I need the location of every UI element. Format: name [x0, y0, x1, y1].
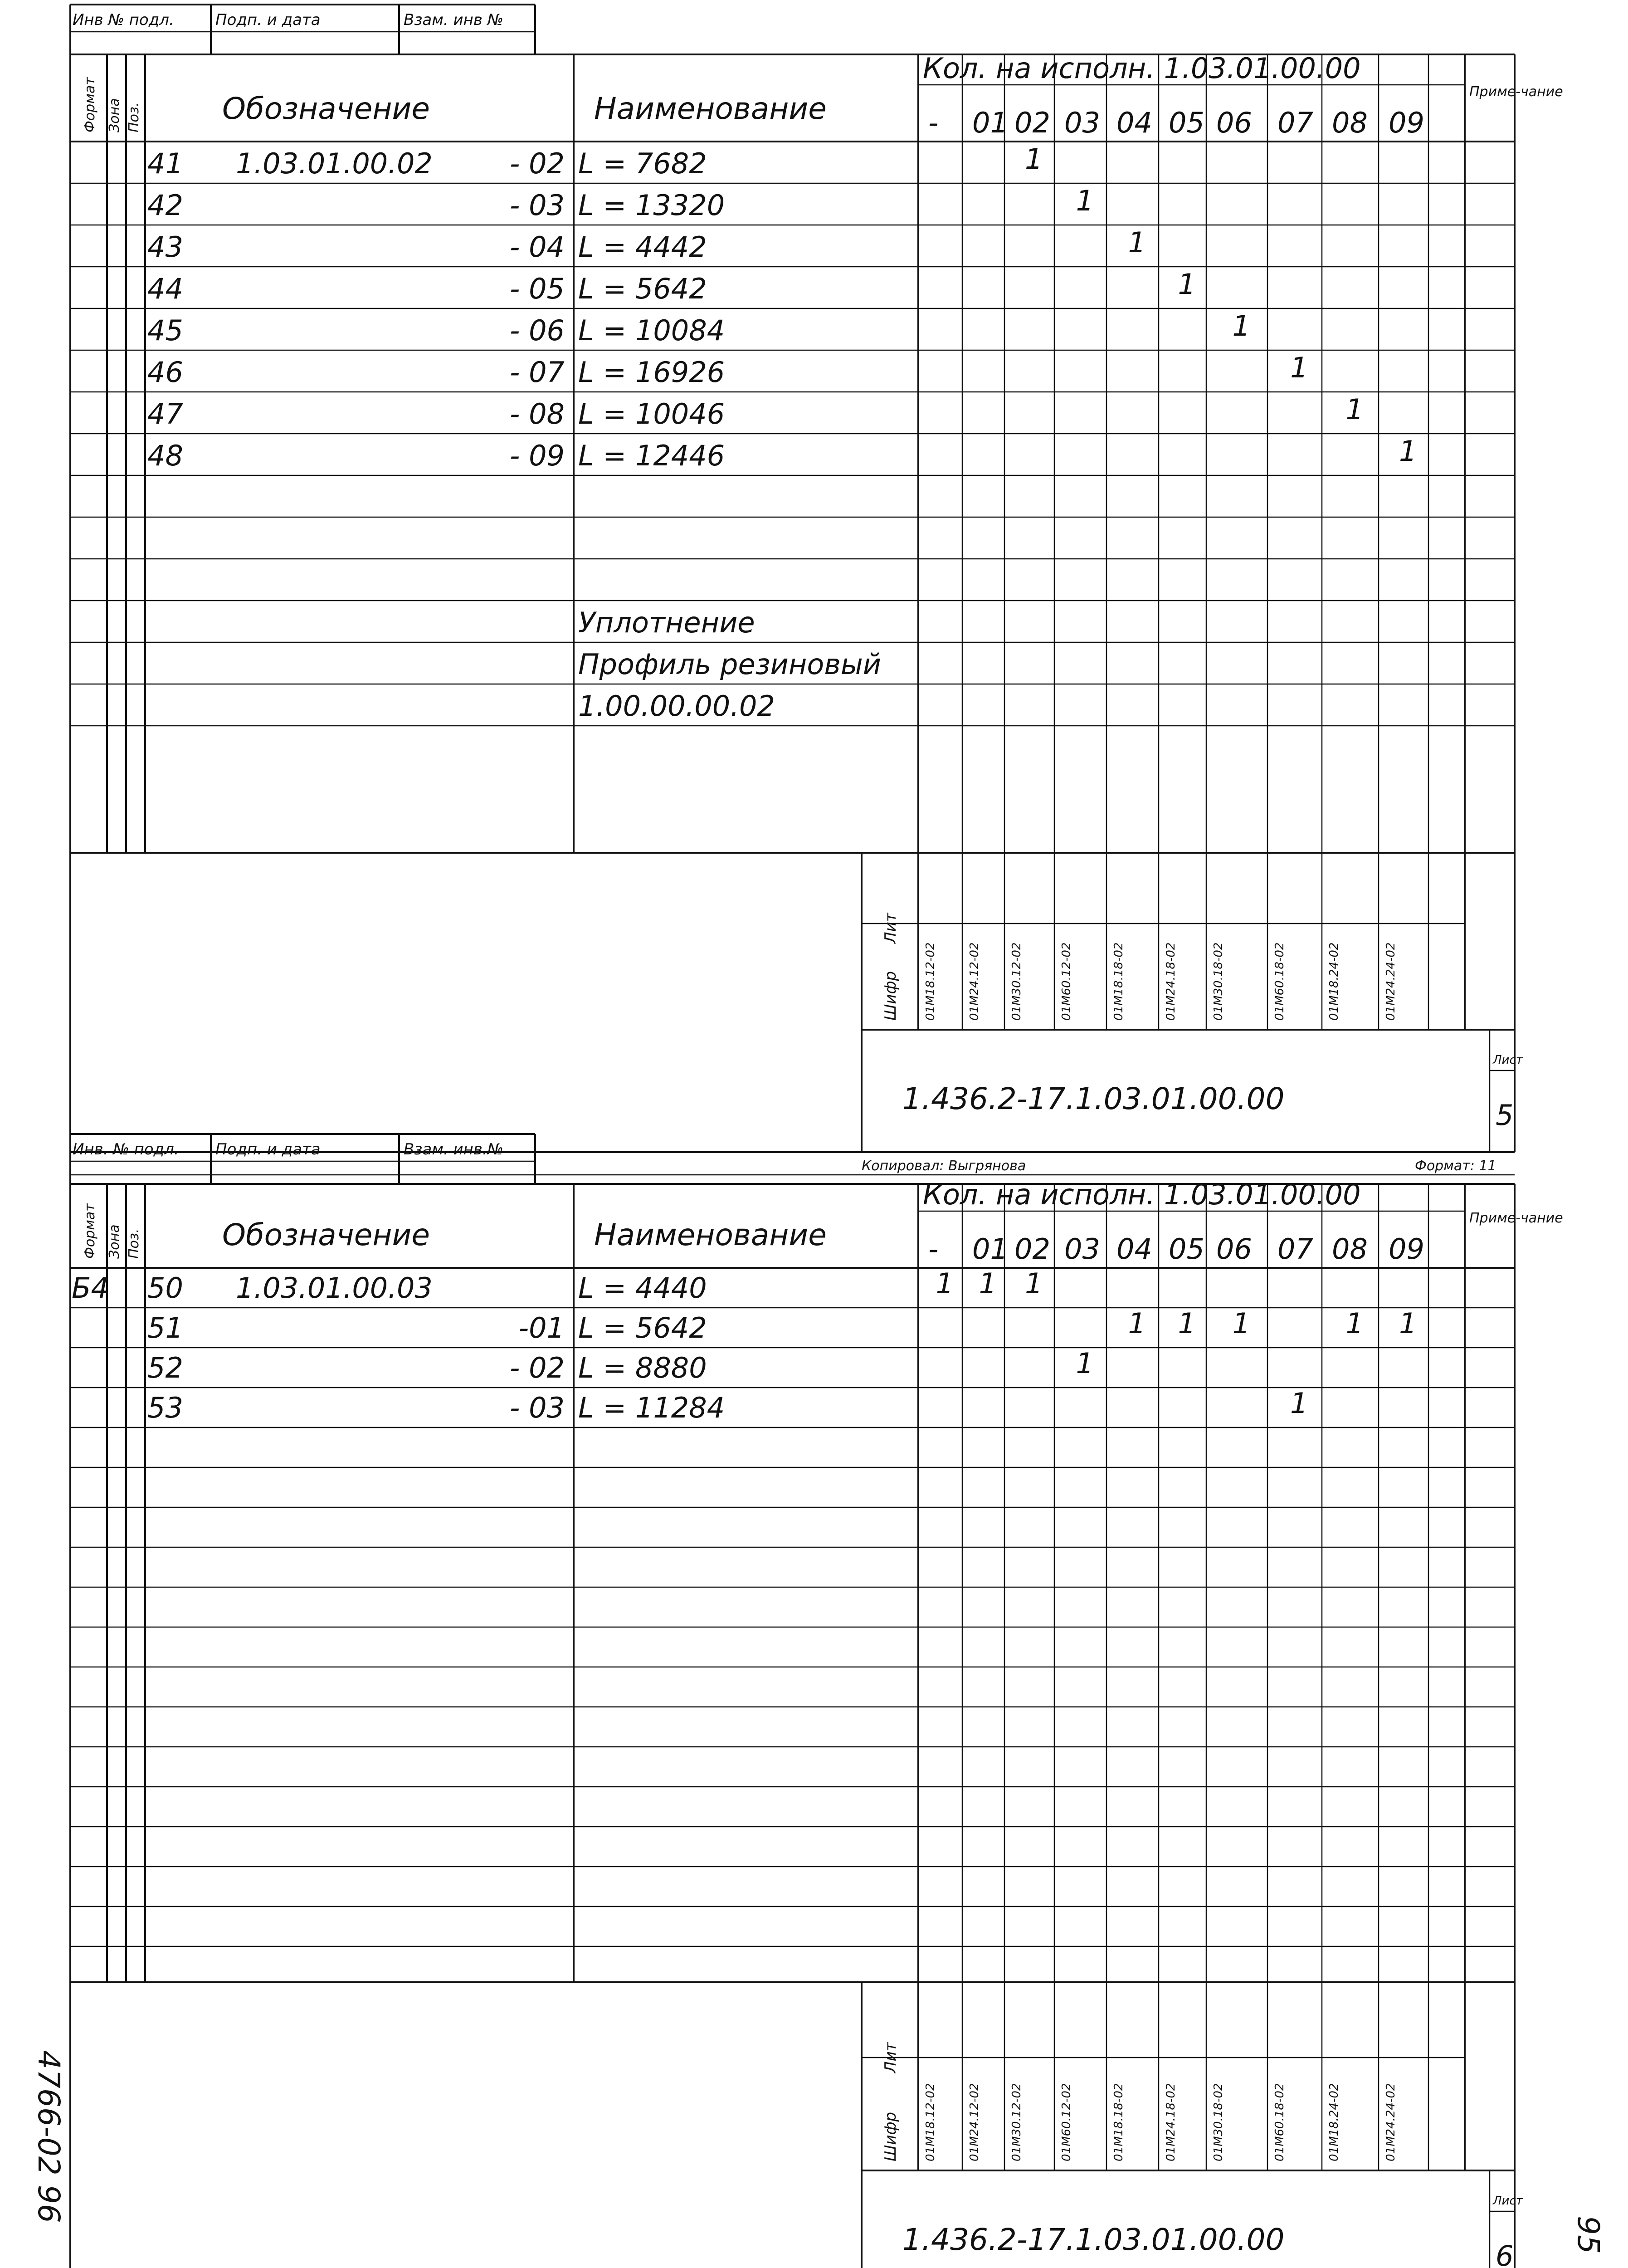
page-number: 95: [1571, 2216, 1606, 2254]
qty-mark: 1: [1178, 268, 1196, 301]
row-designation: 1.03.01.00.03: [236, 1271, 433, 1305]
variant-08: 08: [1332, 1232, 1368, 1266]
lit-label: Лит: [882, 2042, 900, 2073]
variant-04: 04: [1116, 1232, 1152, 1266]
variant-code: 01М60.18-02: [1273, 2083, 1287, 2161]
stamp-vzam-label: Взам. инв.№: [404, 1140, 504, 1158]
variant-code: 01М60.18-02: [1273, 942, 1287, 1021]
row-position: 47: [147, 397, 183, 430]
variant-code: 01М18.24-02: [1327, 942, 1341, 1021]
qty-mark: 1: [936, 1267, 954, 1300]
qty-mark: 1: [1025, 142, 1043, 176]
row-variant-suffix: - 09: [510, 439, 565, 472]
variant-code: 01М18.18-02: [1112, 2083, 1126, 2161]
shifr-label: Шифр: [882, 971, 900, 1021]
qty-mark: 1: [1399, 435, 1417, 468]
row-position: 51: [147, 1311, 183, 1344]
variant-02: 02: [1014, 106, 1050, 139]
variant-06: 06: [1216, 106, 1252, 139]
side-archive-number: 4766-02 96: [31, 2050, 66, 2223]
extra-name: 1.00.00.00.02: [578, 689, 775, 723]
qty-mark: 1: [979, 1267, 997, 1300]
variant-code: 01М60.12-02: [1060, 942, 1073, 1021]
qty-mark: 1: [1399, 1307, 1417, 1340]
qty-mark: 1: [1345, 1307, 1364, 1340]
row-variant-suffix: - 07: [510, 356, 565, 389]
variant-06: 06: [1216, 1232, 1252, 1266]
footer-format: Формат: 11: [1415, 1158, 1496, 1174]
qty-mark: 1: [1076, 1347, 1094, 1380]
variant-code: 01М24.12-02: [968, 942, 981, 1021]
header-designation: Обозначение: [222, 91, 430, 126]
row-name: L = 8880: [578, 1351, 707, 1384]
row-name: L = 5642: [578, 272, 707, 305]
sheet-label: Лист: [1493, 1053, 1523, 1067]
header-note: Приме-чание: [1469, 84, 1563, 100]
extra-name: Профиль резиновый: [578, 648, 882, 681]
row-variant-suffix: - 02: [510, 1351, 565, 1384]
sheet-number: 6: [1496, 2239, 1514, 2268]
variant-05: 05: [1169, 106, 1204, 139]
variant-code: 01М24.24-02: [1384, 2083, 1398, 2161]
variant-code: 01М24.12-02: [968, 2083, 981, 2161]
row-variant-suffix: - 03: [510, 189, 565, 222]
row-position: 48: [147, 439, 183, 472]
stamp-sign-label: Подп. и дата: [215, 11, 321, 29]
header-qty: Кол. на исполн. 1.03.01.00.00: [923, 1178, 1361, 1211]
stamp-inv-label: Инв № подл.: [73, 11, 174, 29]
doc-number: 1.436.2-17.1.03.01.00.00: [902, 2222, 1285, 2257]
variant-09: 09: [1389, 1232, 1424, 1266]
row-variant-suffix: -01: [518, 1311, 565, 1344]
variant-01: 01: [972, 1232, 1008, 1266]
doc-number: 1.436.2-17.1.03.01.00.00: [902, 1081, 1285, 1116]
variant-code: 01М60.12-02: [1060, 2083, 1073, 2161]
header-name: Наименование: [594, 1217, 827, 1252]
variant-code: 01М18.24-02: [1327, 2083, 1341, 2161]
qty-mark: 1: [1178, 1307, 1196, 1340]
row-position: 42: [147, 189, 183, 222]
footer-copied: Копировал: Выгрянова: [862, 1158, 1026, 1174]
variant-base: -: [928, 106, 939, 139]
row-format: Б4: [72, 1271, 109, 1305]
header-zone: Зона: [107, 1224, 122, 1259]
row-name: L = 10084: [578, 314, 725, 347]
header-name: Наименование: [594, 91, 827, 126]
header-note: Приме-чание: [1469, 1210, 1563, 1226]
row-position: 41: [147, 147, 183, 180]
variant-07: 07: [1277, 1232, 1313, 1266]
qty-mark: 1: [1290, 351, 1308, 384]
row-variant-suffix: - 02: [510, 147, 565, 180]
side-annotations: [31, 1175, 1606, 2254]
qty-mark: 1: [1128, 226, 1146, 259]
variant-code: 01М18.12-02: [924, 942, 937, 1021]
stamp-sign-label: Подп. и дата: [215, 1140, 321, 1158]
extra-name: Уплотнение: [578, 606, 755, 639]
qty-mark: 1: [1290, 1387, 1308, 1420]
row-designation: 1.03.01.00.02: [236, 147, 433, 180]
row-position: 50: [147, 1271, 183, 1305]
header-format: Формат: [82, 77, 98, 132]
sheet-label: Лист: [1493, 2194, 1523, 2208]
variant-03: 03: [1064, 1232, 1100, 1266]
qty-mark: 1: [1025, 1267, 1043, 1300]
variant-code: 01М30.18-02: [1212, 942, 1225, 1021]
row-variant-suffix: - 08: [510, 397, 565, 430]
row-variant-suffix: - 03: [510, 1391, 565, 1424]
variant-09: 09: [1389, 106, 1424, 139]
qty-mark: 1: [1345, 393, 1364, 426]
variant-code: 01М30.12-02: [1010, 2083, 1024, 2161]
variant-01: 01: [972, 106, 1008, 139]
row-name: L = 12446: [578, 439, 725, 472]
row-name: L = 11284: [578, 1391, 725, 1424]
row-name: L = 4440: [578, 1271, 707, 1305]
sheet-number: 5: [1496, 1099, 1514, 1132]
header-format: Формат: [82, 1203, 98, 1259]
header-qty: Кол. на исполн. 1.03.01.00.00: [923, 52, 1361, 85]
variant-base: -: [928, 1232, 939, 1266]
row-name: L = 7682: [578, 147, 707, 180]
variant-07: 07: [1277, 106, 1313, 139]
header-pos: Поз.: [126, 1228, 142, 1259]
variant-code: 01М18.18-02: [1112, 942, 1126, 1021]
row-variant-suffix: - 06: [510, 314, 565, 347]
variant-code: 01М30.12-02: [1010, 942, 1024, 1021]
header-pos: Поз.: [126, 102, 142, 132]
stamp-vzam-label: Взам. инв №: [404, 11, 504, 29]
variant-02: 02: [1014, 1232, 1050, 1266]
header-zone: Зона: [107, 98, 122, 132]
variant-code: 01М18.12-02: [924, 2083, 937, 2161]
row-variant-suffix: - 05: [510, 272, 565, 305]
variant-code: 01М30.18-02: [1212, 2083, 1225, 2161]
row-name: L = 16926: [578, 356, 725, 389]
qty-mark: 1: [1128, 1307, 1146, 1340]
variant-08: 08: [1332, 106, 1368, 139]
qty-mark: 1: [1076, 184, 1094, 217]
variant-code: 01М24.18-02: [1164, 942, 1178, 1021]
row-position: 44: [147, 272, 183, 305]
variant-05: 05: [1169, 1232, 1204, 1266]
row-position: 53: [147, 1391, 183, 1424]
row-name: L = 10046: [578, 397, 725, 430]
row-position: 52: [147, 1351, 183, 1384]
row-variant-suffix: - 04: [510, 230, 565, 264]
header-designation: Обозначение: [222, 1217, 430, 1252]
variant-code: 01М24.24-02: [1384, 942, 1398, 1021]
variant-04: 04: [1116, 106, 1152, 139]
spec-sheet-6: [70, 1134, 1563, 2268]
qty-mark: 1: [1232, 309, 1250, 342]
row-name: L = 13320: [578, 189, 725, 222]
variant-03: 03: [1064, 106, 1100, 139]
row-position: 45: [147, 314, 183, 347]
variant-code: 01М24.18-02: [1164, 2083, 1178, 2161]
lit-label: Лит: [882, 913, 900, 943]
shifr-label: Шифр: [882, 2112, 900, 2161]
row-position: 43: [147, 230, 183, 264]
row-position: 46: [147, 356, 183, 389]
row-name: L = 4442: [578, 230, 707, 264]
stamp-inv-label: Инв. № подл.: [73, 1140, 179, 1158]
row-name: L = 5642: [578, 1311, 707, 1344]
qty-mark: 1: [1232, 1307, 1250, 1340]
spec-sheet-5: [70, 5, 1563, 1174]
